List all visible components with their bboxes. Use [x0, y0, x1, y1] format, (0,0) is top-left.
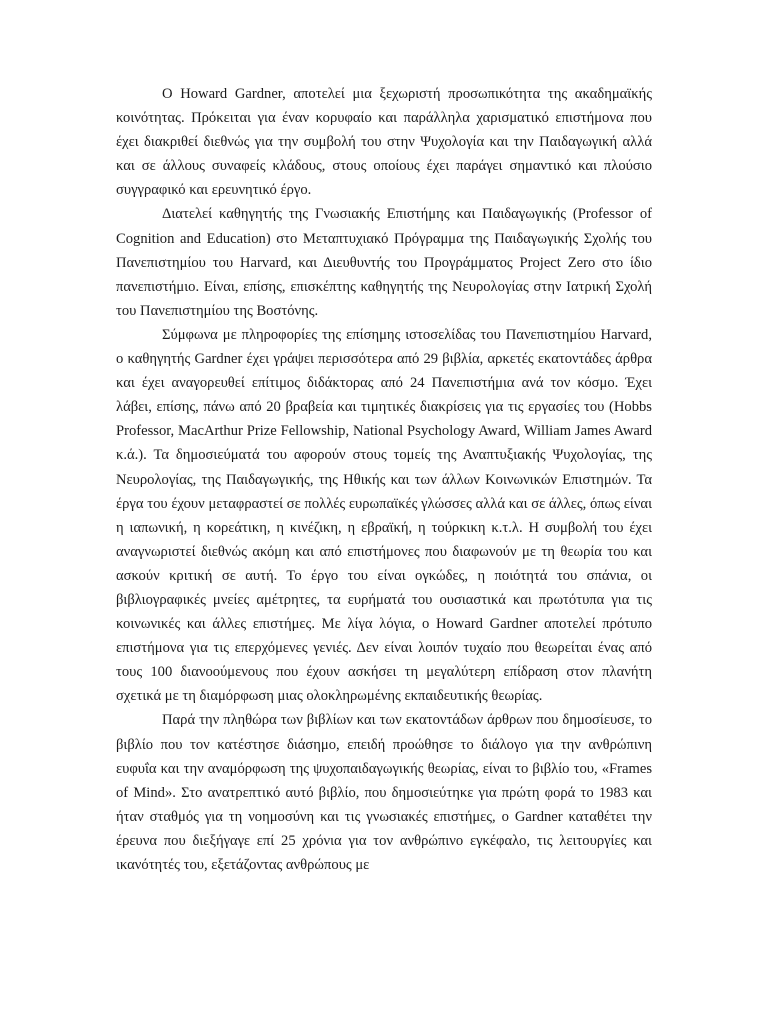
paragraph-introduction: Ο Howard Gardner, αποτελεί μια ξεχωριστή προσωπικότητα της ακαδημαϊκής κοινότητας. Πρόκειται για έναν κορυφαίο και παράλληλα χαρισματικό επιστήμονα που έχει διακριθεί διεθνώς για την συμβολή του στην Ψυχολογία και την Παιδαγωγική αλλά και σε άλλους συναφείς κλάδους, στους οποίους έχει παράγει σημαντικό και πλούσιο συγγραφικό και ερευνητικό έργο. [116, 86, 652, 199]
paragraph-positions: Διατελεί καθηγητής της Γνωσιακής Επιστήμης και Παιδαγωγικής (Professor of Cognition and Education) στο Μεταπτυχιακό Πρόγραμμα της Παιδαγωγικής Σχολής του Πανεπιστημίου του Harvard, και Διευθυντής του Προγράμματος Project Zero στο ίδιο πανεπιστήμιο. Είναι, επίσης, επισκέπτης καθηγητής της Νευρολογίας στην Ιατρική Σχολή του Πανεπιστημίου της Βοστόνης. [116, 206, 652, 319]
paragraph-frames-of-mind: Παρά την πληθώρα των βιβλίων και των εκατοντάδων άρθρων που δημοσίευσε, το βιβλίο που τον κατέστησε διάσημο, επειδή προώθησε το διάλογο για την ανθρώπινη ευφυΐα και την αναμόρφωση της ψυχοπαιδαγωγικής θεωρίας, είναι το βιβλίο του, «Frames of Mind». Στο ανατρεπτικό αυτό βιβλίο, που δημοσιεύτηκε για πρώτη φορά το 1983 και ήταν σταθμός για τη νοημοσύνη και τις γνωσιακές επιστήμες, ο Gardner καταθέτει την έρευνα που διεξήγαγε επί 25 χρόνια για τον ανθρώπινο εγκέφαλο, τις λειτουργίες και ικανότητές του, εξετάζοντας ανθρώπους με [116, 712, 652, 873]
paragraph-achievements: Σύμφωνα με πληροφορίες της επίσημης ιστοσελίδας του Πανεπιστημίου Harvard, ο καθηγητής Gardner έχει γράψει περισσότερα από 29 βιβλία, αρκετές εκατοντάδες άρθρα και έχει αναγορευθεί επίτιμος διδάκτορας από 24 Πανεπιστήμια ανά τον κόσμο. Έχει λάβει, επίσης, πάνω από 20 βραβεία και τιμητικές διακρίσεις για τις εργασίες του (Hobbs Professor, MacArthur Prize Fellowship, National Psychology Award, William James Award κ.ά.). Τα δημοσιεύματά του αφορούν στους τομείς της Αναπτυξιακής Ψυχολογίας, της Νευρολογίας, της Παιδαγωγικής, της Ηθικής και των άλλων Κοινωνικών Επιστημών. Τα έργα του έχουν μεταφραστεί σε πολλές ευρωπαϊκές γλώσσες αλλά και σε άλλες, όπως είναι η ιαπωνική, η κορεάτικη, η κινέζικη, η εβραϊκή, η τούρκικη κ.τ.λ. Η συμβολή του έχει αναγνωριστεί διεθνώς ακόμη και από επιστήμονες που διαφωνούν με τη θεωρία του και ασκούν κριτική σε αυτή. Το έργο του είναι ογκώδες, η ποιότητά του σπάνια, οι βιβλιογραφικές μνείες αμέτρητες, τα ευρήματά του ουσιαστικά και πρωτότυπα για τις κοινωνικές και άλλες επιστήμες. Με λίγα λόγια, ο Howard Gardner αποτελεί πρότυπο επιστήμονα για τις επερχόμενες γενιές. Δεν είναι λοιπόν τυχαίο που θεωρείται ένας από τους 100 διανοούμενους που έχουν ασκήσει τη μεγαλύτερη επίδραση στον πλανήτη σχετικά με τη διαμόρφωση μιας ολοκληρωμένης εκπαιδευτικής θεωρίας. [116, 326, 652, 705]
document-page [116, 82, 652, 877]
